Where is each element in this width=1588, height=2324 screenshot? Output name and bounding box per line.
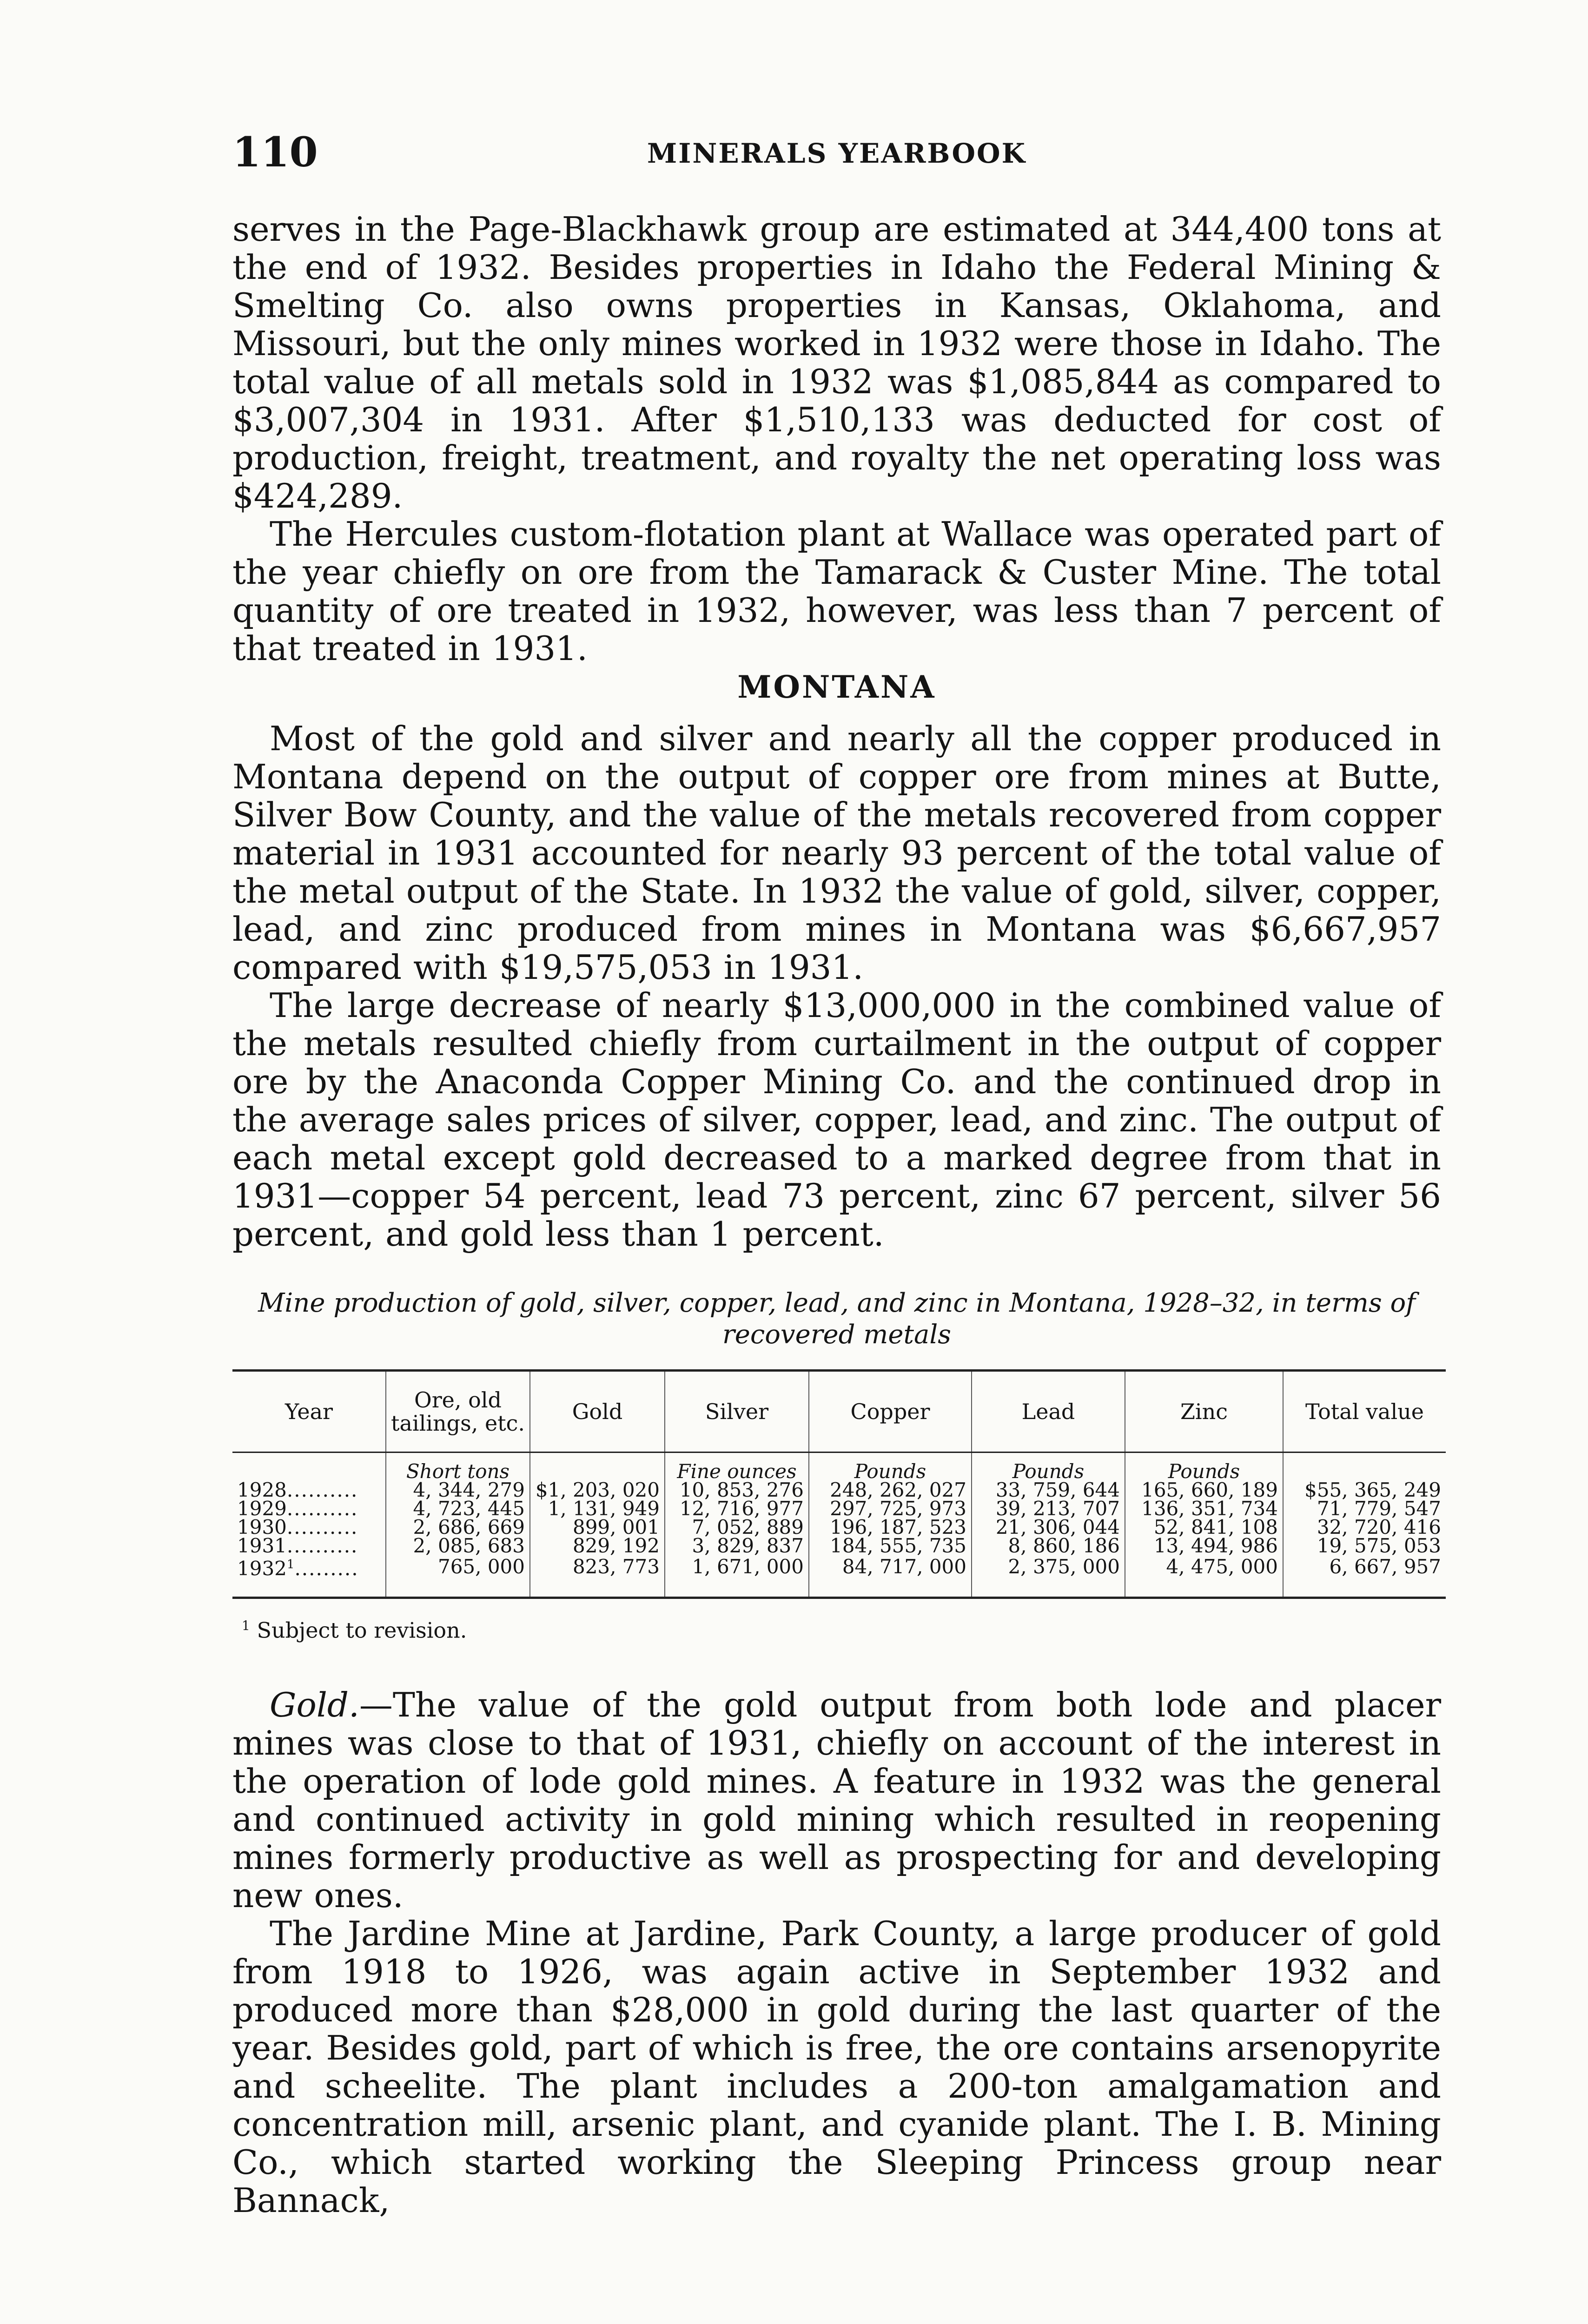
- paragraph-idaho-continued: serves in the Page-Blackhawk group are estimated at 344,400 tons at the end of 1932. Besides properties in Idaho the Federal Mining & Smelting Co. also owns properties in Kansas, Oklahoma, and Missouri, but the only mines worked in 1932 were those in Idaho. The total value of all metals sold in 1932 was $1,085,844 as compared to $3,007,304 in 1931. After $1,510,133 was deducted for cost of production, freight, treatment, and royalty the net operating loss was $424,289.: [232, 210, 1441, 515]
- silver-cell: 7, 052, 889: [665, 1518, 809, 1537]
- silver-cell: 10, 853, 276: [665, 1481, 809, 1499]
- column-header: Lead: [972, 1371, 1125, 1452]
- year-cell: 1932$^1$.........: [232, 1555, 386, 1598]
- silver-cell: 1, 671, 000: [665, 1555, 809, 1598]
- year-cell: 1930..........: [237, 1516, 358, 1538]
- lead-cell: 21, 306, 044: [972, 1518, 1125, 1537]
- silver-cell: 3, 829, 837: [665, 1537, 809, 1555]
- gold-cell: $1, 203, 020: [530, 1481, 665, 1499]
- ore-cell: 2, 686, 669: [386, 1518, 530, 1537]
- column-header: Zinc: [1125, 1371, 1283, 1452]
- column-header: Total value: [1283, 1371, 1446, 1452]
- total-cell: 71, 779, 547: [1283, 1499, 1446, 1518]
- unit-cell: Pounds: [972, 1452, 1125, 1481]
- year-cell: 1931..........: [237, 1534, 358, 1557]
- copper-cell: 84, 717, 000: [809, 1555, 972, 1598]
- year-cell: 1928..........: [237, 1479, 358, 1501]
- gold-cell: 829, 192: [530, 1537, 665, 1555]
- lead-cell: 33, 759, 644: [972, 1481, 1125, 1499]
- column-header: Ore, old tailings, etc.: [386, 1371, 530, 1452]
- ore-cell: 765, 000: [386, 1555, 530, 1598]
- page-header: [232, 126, 1441, 178]
- copper-cell: 184, 555, 735: [809, 1537, 972, 1555]
- copper-cell: 297, 725, 973: [809, 1499, 972, 1518]
- footnote-marker: 1: [286, 1558, 295, 1571]
- copper-cell: 248, 262, 027: [809, 1481, 972, 1499]
- page-number: 110: [232, 128, 318, 176]
- table-caption: Mine production of gold, silver, copper, lead, and zinc in Montana, 1928–32, in terms of recovered metals: [258, 1288, 1416, 1350]
- silver-cell: 12, 716, 977: [665, 1499, 809, 1518]
- paragraph-montana-decrease: The large decrease of nearly $13,000,000 in the combined value of the metals resulted chiefly from curtailment in the output of copper ore by the Anaconda Copper Mining Co. and the continued drop in the average sales prices of silver, copper, lead, and zinc. The output of each metal except gold decreased to a marked degree from that in 1931—copper 54 percent, lead 73 percent, zinc 67 percent, silver 56 percent, and gold less than 1 percent.: [232, 986, 1441, 1254]
- unit-cell: [232, 1452, 386, 1481]
- ore-cell: 4, 344, 279: [386, 1481, 530, 1499]
- column-header: Silver: [665, 1371, 809, 1452]
- ore-cell: 2, 085, 683: [386, 1537, 530, 1555]
- table-row: [232, 1499, 1446, 1518]
- section-heading-montana: MONTANA: [737, 669, 936, 705]
- table-header-row: [232, 1371, 1446, 1452]
- footnote-text: Subject to revision.: [257, 1618, 467, 1643]
- gold-paragraph-text: —The value of the gold output from both lode and placer mines was close to that of 1931, chiefly on account of the interest in the operation of lode gold mines. A feature in 1932 was the general and continued activity in gold mining which resulted in reopening mines formerly productive as well as prospecting for and developing new ones.: [232, 1685, 1441, 1915]
- table-row: [232, 1537, 1446, 1555]
- total-cell: 32, 720, 416: [1283, 1518, 1446, 1537]
- zinc-cell: 165, 660, 189: [1125, 1481, 1283, 1499]
- unit-cell: Pounds: [809, 1452, 972, 1481]
- zinc-cell: 4, 475, 000: [1125, 1555, 1283, 1598]
- main-text: [232, 210, 1441, 2219]
- table-row: [232, 1555, 1446, 1598]
- gold-cell: 899, 001: [530, 1518, 665, 1537]
- column-header: Copper: [809, 1371, 972, 1452]
- paragraph-hercules-plant: The Hercules custom-flotation plant at Wallace was operated part of the year chiefly on ore from the Tamarack & Custer Mine. The total quantity of ore treated in 1932, however, was less than 7 percent of that treated in 1931.: [232, 515, 1441, 668]
- unit-cell: [1283, 1452, 1446, 1481]
- zinc-cell: 13, 494, 986: [1125, 1537, 1283, 1555]
- table-row: [232, 1518, 1446, 1537]
- year-cell: 1929..........: [237, 1497, 358, 1520]
- units-row: [232, 1452, 1446, 1481]
- zinc-cell: 136, 351, 734: [1125, 1499, 1283, 1518]
- running-title: MINERALS YEARBOOK: [647, 138, 1026, 169]
- table-footnote: [242, 1612, 1441, 1644]
- gold-cell: 823, 773: [530, 1555, 665, 1598]
- total-cell: 19, 575, 053: [1283, 1537, 1446, 1555]
- total-cell: $55, 365, 249: [1283, 1481, 1446, 1499]
- ore-cell: 4, 723, 445: [386, 1499, 530, 1518]
- gold-cell: 1, 131, 949: [530, 1499, 665, 1518]
- lead-cell: 8, 860, 186: [972, 1537, 1125, 1555]
- unit-cell: [530, 1452, 665, 1481]
- footnote-mark: 1: [242, 1618, 250, 1633]
- lead-cell: 39, 213, 707: [972, 1499, 1125, 1518]
- unit-cell: Short tons: [386, 1452, 530, 1481]
- zinc-cell: 52, 841, 108: [1125, 1518, 1283, 1537]
- copper-cell: 196, 187, 523: [809, 1518, 972, 1537]
- paragraph-montana-overview: Most of the gold and silver and nearly all the copper produced in Montana depend on the output of copper ore from mines at Butte, Silver Bow County, and the value of the metals recovered from copper material in 1931 accounted for nearly 93 percent of the total value of the metal output of the State. In 1932 the value of gold, silver, copper, lead, and zinc produced from mines in Montana was $6,667,957 compared with $19,575,053 in 1931.: [232, 719, 1441, 987]
- gold-lead-in: Gold.: [270, 1685, 359, 1725]
- paragraph-gold: [232, 1686, 1441, 1915]
- lead-cell: 2, 375, 000: [972, 1555, 1125, 1598]
- column-header: Gold: [530, 1371, 665, 1452]
- column-header: Year: [232, 1371, 386, 1452]
- table-row: [232, 1481, 1446, 1499]
- paragraph-jardine-mine: The Jardine Mine at Jardine, Park County, a large producer of gold from 1918 to 1926, was again active in September 1932 and produced more than $28,000 in gold during the last quarter of the year. Besides gold, part of which is free, the ore contains arsenopyrite and scheelite. The plant includes a 200-ton amalgamation and concentration mill, arsenic plant, and cyanide plant. The I. B. Mining Co., which started working the Sleeping Princess group near Bannack,: [232, 1914, 1441, 2220]
- unit-cell: Pounds: [1125, 1452, 1283, 1481]
- production-table: [232, 1369, 1446, 1599]
- total-cell: 6, 667, 957: [1283, 1555, 1446, 1598]
- unit-cell: Fine ounces: [665, 1452, 809, 1481]
